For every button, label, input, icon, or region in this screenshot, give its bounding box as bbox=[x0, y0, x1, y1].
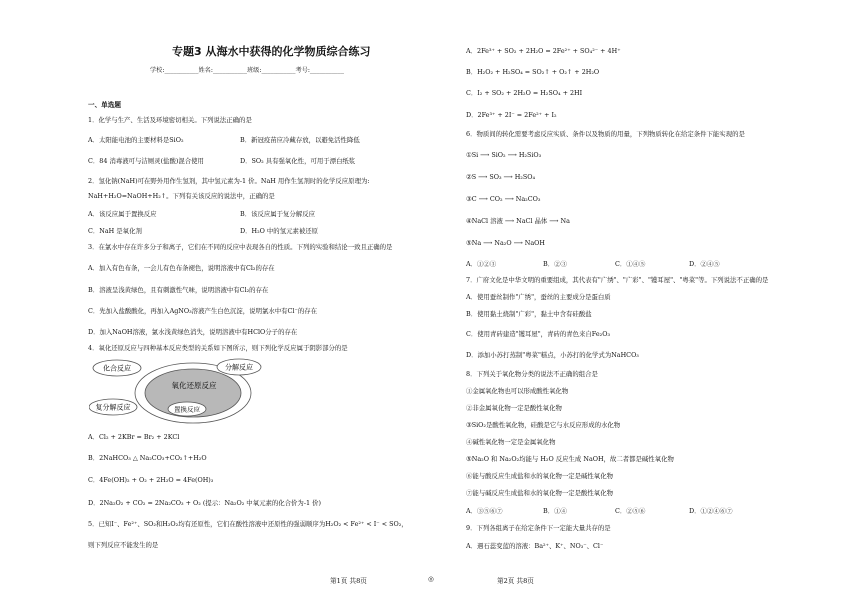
q6-option-d: D．②④⑤ bbox=[689, 260, 720, 268]
q7-stem: 7．广府文化是中华文明的重要组成，其代表有"广绣"、"广彩"、"镬耳屋"、"粤菜"等。下列说法不正确的是 bbox=[466, 276, 769, 284]
q3-option-b: B．溶液呈浅黄绿色，且有刺激性气味，说明溶液中有Cl₂的存在 bbox=[88, 286, 269, 294]
q4-option-a: A．Cl₂ + 2KBr = Br₂ + 2KCl bbox=[88, 433, 180, 441]
q6-option-a: A．①②③ bbox=[466, 260, 497, 268]
q7-option-a: A．使用蚕丝制作"广绣"，蚕丝的主要成分是蛋白质 bbox=[466, 293, 611, 301]
label-decomposition: 分解反应 bbox=[225, 363, 253, 372]
student-info-line: 学校:___________姓名:___________班级:___________考号:___________ bbox=[150, 67, 344, 74]
q1-option-c: C．84 消毒液可与洁厕灵(盐酸)混合使用 bbox=[88, 157, 204, 165]
q6-route-1: ①Si ⟶ SiO₂ ⟶ H₂SiO₃ bbox=[466, 151, 542, 159]
label-double-decomposition: 复分解反应 bbox=[95, 403, 131, 412]
q2-option-d: D．H₂O 中的氢元素被还原 bbox=[240, 227, 319, 235]
q6-route-5: ⑤Na ⟶ Na₂O ⟶ NaOH bbox=[466, 239, 545, 247]
q1-option-a: A．太阳能电池的主要材料是SiO₂ bbox=[88, 136, 184, 144]
q2-option-b: B．该反应属于复分解反应 bbox=[240, 210, 315, 218]
q7-option-b: B．使用黏土烧制"广彩"，黏土中含有硅酸盐 bbox=[466, 310, 592, 318]
q4-stem: 4．氧化还原反应与四种基本反应类型的关系如下图所示，则下列化学反应属于阴影部分的是 bbox=[88, 344, 348, 352]
q6-option-b: B．②③ bbox=[543, 260, 567, 268]
label-redox: 氧化还原反应 bbox=[171, 381, 217, 390]
q8-statement-3: ③SiO₂是酸性氧化物，硅酸是它与水反应形成的水化物 bbox=[466, 421, 621, 429]
q4-option-d: D．2Na₂O₂ + CO₂ = 2Na₂CO₃ + O₂ (提示：Na₂O₂ 中氧元素的化合价为-1 价) bbox=[88, 499, 321, 507]
q8-stem: 8．下列关于氧化物分类的说法不正确的组合是 bbox=[466, 370, 598, 378]
q5-option-b: B．H₂O₂ + H₂SO₄ = SO₂↑ + O₂↑ + 2H₂O bbox=[466, 68, 600, 76]
q4-option-b: B．2NaHCO₃ △ Na₂CO₃+CO₂↑+H₂O bbox=[88, 454, 207, 462]
q1-option-d: D．SO₂ 具有强氧化性，可用于漂白纸浆 bbox=[240, 157, 356, 165]
q5-option-a: A．2Fe³⁺ + SO₂ + 2H₂O = 2Fe²⁺ + SO₄²⁻ + 4H⁺ bbox=[466, 47, 621, 55]
q3-option-c: C．先加入盐酸酸化，再加入AgNO₃溶液产生白色沉淀，说明氯水中有Cl⁻的存在 bbox=[88, 307, 318, 315]
q8-option-d: D．①②④⑥⑦ bbox=[689, 507, 733, 515]
label-displacement: 置换反应 bbox=[174, 405, 200, 414]
q6-stem: 6．物质间的转化需要考虑反应实质、条件以及物质的用量，下列物质转化在给定条件下能实现的是 bbox=[466, 130, 745, 138]
q2-option-c: C．NaH 是氧化剂 bbox=[88, 227, 142, 235]
q9-option-a: A．遇石蕊变蓝的溶液：Ba²⁺、K⁺、NO₃⁻、Cl⁻ bbox=[466, 542, 604, 550]
q8-option-c: C．②⑤⑥ bbox=[615, 507, 646, 515]
q9-stem: 9．下列各组离子在给定条件下一定能大量共存的是 bbox=[466, 524, 611, 532]
q8-statement-6: ⑥能与酸反应生成盐和水的氧化物一定是碱性氧化物 bbox=[466, 472, 613, 480]
footer-center-mark: ◎ bbox=[428, 575, 434, 583]
q3-option-d: D．加入NaOH溶液，氯水浅黄绿色消失，说明溶液中有HClO分子的存在 bbox=[88, 328, 298, 336]
footer-page-left: 第1页 共8页 bbox=[330, 577, 367, 585]
q6-option-c: C．①④⑤ bbox=[615, 260, 646, 268]
q3-stem: 3．在氯水中存在许多分子和离子，它们在不同的反应中表现各自的性质。下列的实验和结论一致且正确的是 bbox=[88, 243, 393, 251]
q6-route-4: ④NaCl 溶液 ⟶ NaCl 晶体 ⟶ Na bbox=[466, 217, 570, 225]
q6-route-3: ③C ⟶ CO₂ ⟶ Na₂CO₃ bbox=[466, 195, 541, 203]
q8-statement-2: ②非金属氧化物一定是酸性氧化物 bbox=[466, 404, 562, 412]
q8-option-a: A．③⑤⑥⑦ bbox=[466, 507, 503, 515]
q8-statement-1: ①金属氧化物也可以形成酸性氧化物 bbox=[466, 387, 569, 395]
page-title: 专题3 从海水中获得的化学物质综合练习 bbox=[172, 45, 371, 58]
q8-statement-5: ⑤Na₂O 和 Na₂O₂均能与 H₂O 反应生成 NaOH，故二者都是碱性氧化物 bbox=[466, 455, 674, 463]
q8-statement-7: ⑦能与碱反应生成盐和水的氧化物一定是酸性氧化物 bbox=[466, 489, 613, 497]
q7-option-d: D．添加小苏打蒸制"粤菜"糕点，小苏打的化学式为NaHCO₃ bbox=[466, 351, 639, 359]
footer-page-right: 第2页 共8页 bbox=[497, 577, 534, 585]
q2-option-a: A．该反应属于置换反应 bbox=[88, 210, 157, 218]
section-heading: 一、单选题 bbox=[88, 101, 121, 109]
q4-option-c: C．4Fe(OH)₂ + O₂ + 2H₂O = 4Fe(OH)₃ bbox=[88, 476, 214, 484]
q3-option-a: A．加入有色布条，一会儿有色布条褪色，说明溶液中有Cl₂的存在 bbox=[88, 264, 275, 272]
q6-route-2: ②S ⟶ SO₃ ⟶ H₂SO₄ bbox=[466, 173, 536, 181]
q2-stem: 2．氢化钠(NaH)可在野外用作生氢剂，其中氢元素为-1 价。NaH 用作生氢剂时的化学反应原理为: bbox=[88, 177, 370, 185]
reaction-type-venn-diagram bbox=[89, 358, 279, 428]
q5-stem-cont: 则下列反应不能发生的是 bbox=[88, 541, 159, 549]
label-combination: 化合反应 bbox=[103, 364, 131, 373]
q1-option-b: B．新冠疫苗应冷藏存放，以避免活性降低 bbox=[240, 136, 360, 144]
q2-equation: NaH+H₂O=NaOH+H₂↑。下列有关该反应的说法中，正确的是 bbox=[88, 192, 275, 200]
q1-stem: 1．化学与生产、生活及环境密切相关。下列说法正确的是 bbox=[88, 116, 252, 124]
q5-option-c: C．I₂ + SO₂ + 2H₂O = H₂SO₄ + 2HI bbox=[466, 89, 583, 97]
q8-option-b: B．①④ bbox=[543, 507, 567, 515]
q7-option-c: C．使用青砖建造"镬耳屋"，青砖的青色来自Fe₂O₃ bbox=[466, 330, 611, 338]
q5-option-d: D．2Fe³⁺ + 2I⁻ = 2Fe²⁺ + I₂ bbox=[466, 111, 557, 119]
q5-stem: 5．已知I⁻、Fe²⁺、SO₂和H₂O₂均有还原性，它们在酸性溶液中还原性的强弱顺序为H₂O₂ < Fe²⁺ < I⁻ < SO₂， bbox=[88, 520, 408, 528]
q8-statement-4: ④碱性氧化物一定是金属氧化物 bbox=[466, 438, 556, 446]
